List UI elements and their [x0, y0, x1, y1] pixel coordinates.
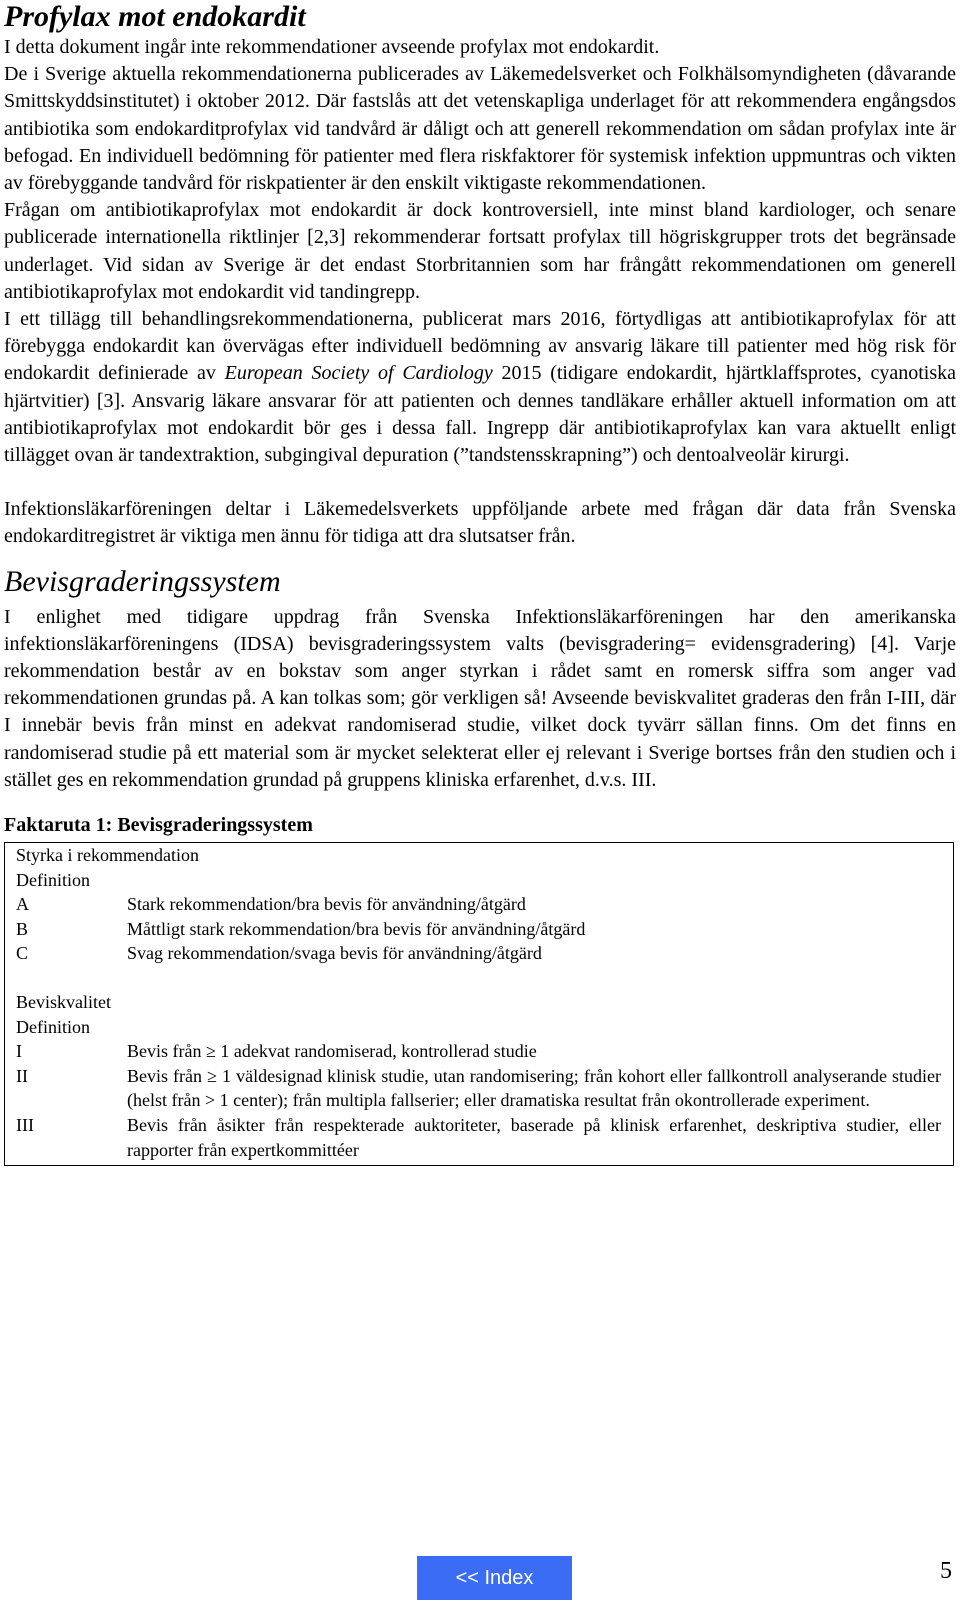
quality-code: II	[16, 1065, 28, 1086]
strength-row	[16, 941, 941, 966]
paragraph-followup: Infektionsläkarföreningen deltar i Läkemedelsverkets uppföljande arbete med frågan där data från Svenska endokarditregistret är viktiga men ännu för tidiga att dra slutsatser från.	[4, 498, 956, 548]
quality-text: Bevis från ≥ 1 väldesignad klinisk studie, utan randomisering; från kohort eller fallkontroll analyserande studier (helst från > 1 center); från multipla fallserier; eller dramatiska resultat från okontrollerade experiment.	[127, 1065, 941, 1111]
quality-code: I	[16, 1041, 22, 1062]
paragraph-recommendations: De i Sverige aktuella rekommendationerna publicerades av Läkemedelsverket och Folkhälsomyndigheten (dåvarande Smittskyddsinstitutet) i oktober 2012. Där fastslås att det vetenskapliga underlaget för att rekommendera engångsdos antibiotika som endokarditprofylax vid tandvård är dåligt och att generell rekommendation om sådan profylax inte är befogad. En individuell bedömning för patienter med flera riskfaktorer för systemisk infektion uppmuntras och vikten av förebyggande tandvård för riskpatienter är den enskilt viktigaste rekommendationen.	[4, 63, 956, 195]
paragraph-controversy: Frågan om antibiotikaprofylax mot endokardit är dock kontroversiell, inte minst bland kardiologer, och senare publicerade internationella riktlinjer [2,3] rekommenderar fortsatt profylax till högriskgrupper trots det begränsade underlaget. Vid sidan av Sverige är det endast Storbritannien som har frångått rekommendationen om generell antibiotikaprofylax mot endokardit vid tandingrepp.	[4, 199, 956, 303]
strength-code: A	[16, 894, 29, 915]
quality-text: Bevis från åsikter från respekterade auktoriteter, baserade på klinisk erfarenhet, deskriptiva studier, eller rapporter från expertkommittéer	[127, 1115, 941, 1160]
strength-row	[16, 917, 941, 942]
paragraph-grading: I enlighet med tidigare uppdrag från Svenska Infektionsläkarföreningen har den amerikanska infektionsläkarföreningens (IDSA) bevisgraderingssystem valts (bevisgradering= evidensgradering) [4]. Varje rekommendation består av en bokstav som anger styrkan i rådet samt en romersk siffra som anger vad rekommendationen grundas på. A kan tolkas som; gör verkligen så! Avseende beviskvalitet graderas den från I-III, där I innebär bevis från minst en adekvat randomiserad studie, vilket dock tyvärr sällan finns. Om det finns en randomiserad studie på ett material som är mycket selekterat eller ej relevant i Sverige bortses från den studien och i stället ges en rekommendation grundad på gruppens kliniska erfarenhet, d.v.s. III.	[4, 605, 956, 791]
strength-text: Svag rekommendation/svaga bevis för användning/åtgärd	[127, 943, 542, 964]
paragraph-addendum	[4, 306, 956, 469]
addendum-text-end: 2015 (tidigare endokardit, hjärtklaffsprotes, cyanotiska hjärtvitier) [3]. Ansvarig läkare ansvarar för att patienten och dennes tandläkare erhåller aktuell information om att antibiotikaprofylax mot endokardit bör ges i dessa fall. Ingrepp där antibiotikaprofylax kan vara aktuellt enligt tillägget ovan är tandextraktion, subgingival depuration (”tandstensskrapning”) och dentoalveolär kirurgi.	[4, 362, 956, 467]
quality-text: Bevis från ≥ 1 adekvat randomiserad, kontrollerad studie	[127, 1041, 537, 1062]
quality-row	[16, 1113, 941, 1162]
strength-code: B	[16, 918, 29, 939]
quality-heading: Beviskvalitet	[16, 992, 111, 1013]
strength-code: C	[16, 943, 29, 964]
strength-text: Stark rekommendation/bra bevis för användning/åtgärd	[127, 894, 526, 915]
section-title-bevisgradering: Bevisgraderingssystem	[4, 564, 281, 598]
document-page	[4, 0, 956, 1166]
strength-definition-label: Definition	[16, 869, 90, 890]
strength-heading: Styrka i rekommendation	[16, 845, 199, 866]
faktaruta-title: Faktaruta 1: Bevisgraderingssystem	[4, 814, 313, 837]
strength-text: Måttligt stark rekommendation/bra bevis för användning/åtgärd	[127, 918, 586, 939]
quality-code: III	[16, 1115, 34, 1136]
addendum-text-start: I ett tillägg till behandlingsrekommendationerna, publicerat mars 2016, förtydligas att antibiotikaprofylax för att förebygga endokardit kan övervägas efter individuell bedömning av ansvarig läkare till patienter med hög risk för endokardit definierade av	[4, 308, 956, 385]
section-title-profylax: Profylax mot endokardit	[4, 0, 306, 33]
strength-row	[16, 892, 941, 917]
paragraph-intro: I detta dokument ingår inte rekommendationer avseende profylax mot endokardit.	[4, 36, 660, 58]
quality-definition-label: Definition	[16, 1016, 90, 1037]
quality-row	[16, 1039, 941, 1064]
addendum-text-italic: European Society of Cardiology	[224, 362, 493, 385]
faktaruta-box	[4, 842, 954, 1166]
index-link-button[interactable]: << Index	[417, 1556, 572, 1600]
quality-row	[16, 1064, 941, 1113]
page-number: 5	[940, 1558, 952, 1584]
